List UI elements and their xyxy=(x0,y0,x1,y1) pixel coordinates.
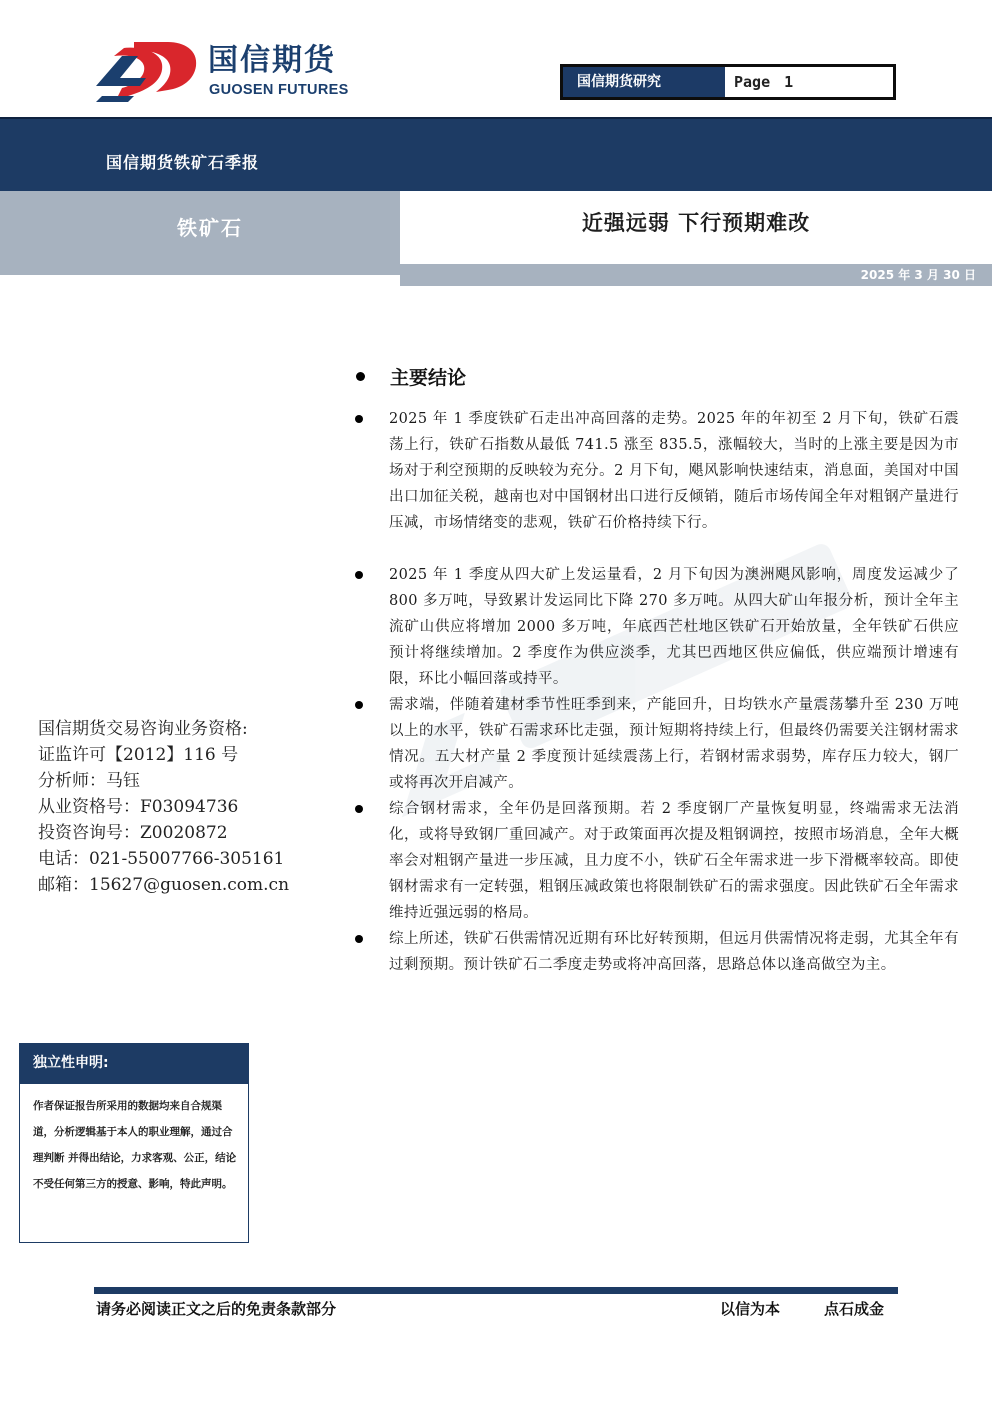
footer-slogan: 点石成金 xyxy=(824,1300,885,1318)
conclusion-paragraph: 综合钢材需求，全年仍是回落预期。若 2 季度钢厂产量恢复明显，终端需求无法消化，或将导致钢厂重回减产。对于政策面再次提及粗钢调控，按照市场消息，全年大概率会对粗钢产量进一步压减，且力度不小，铁矿石全年需求进一步下滑概率较高。即使钢材需求有一定转强，粗钢压减政策也将限制铁矿石的需求强度。因此铁矿石全年需求维持近强远弱的格局。 xyxy=(389,801,959,921)
brand-name-cn: 国信期货 xyxy=(208,43,336,78)
license-number: 证监许可【2012】116 号 xyxy=(38,745,239,765)
bullet-icon xyxy=(355,415,363,423)
phone: 电话：021-55007766-305161 xyxy=(38,849,285,869)
page-label: Page xyxy=(734,73,771,91)
conclusion-paragraph: 综上所述，铁矿石供需情况近期有环比好转预期，但远月供需情况将走弱，尤其全年有过剩预期。预计铁矿石二季度走势或将冲高回落，思路总体以逢高做空为主。 xyxy=(389,931,959,973)
footer-rule xyxy=(94,1287,898,1294)
category-label: 铁矿石 xyxy=(177,216,243,240)
bullet-icon xyxy=(355,935,363,943)
page-number: 1 xyxy=(784,73,794,91)
bullet-icon xyxy=(355,701,363,709)
consult-number: 投资咨询号：Z0020872 xyxy=(38,823,228,843)
cert-number: 从业资格号：F03094736 xyxy=(38,797,239,817)
brand-name-en: GUOSEN FUTURES xyxy=(209,82,349,98)
report-title: 近强远弱 下行预期难改 xyxy=(581,211,811,235)
guosen-logo-icon xyxy=(94,40,200,102)
bullet-icon xyxy=(355,805,363,813)
section-bullet-icon xyxy=(356,372,365,381)
conclusion-paragraph: 需求端，伴随着建材季节性旺季到来，产能回升，日均铁水产量震荡攀升至 230 万吨以上的水平，铁矿石需求环比走强，预计短期将持续上行，但最终仍需要关注钢材需求情况。五大材产量 2 季度预计延续震荡上行，若钢材需求弱势，库存压力较大，钢厂或将再次开启减产。 xyxy=(389,697,959,791)
footer-disclaimer: 请务必阅读正文之后的免责条款部分 xyxy=(96,1300,337,1318)
analyst-name: 分析师：马钰 xyxy=(38,771,140,791)
footer-slogan: 以信为本 xyxy=(720,1300,781,1318)
email: 邮箱：15627@guosen.com.cn xyxy=(38,875,290,895)
qualification: 国信期货交易咨询业务资格: xyxy=(38,719,248,739)
section-title: 主要结论 xyxy=(390,367,467,389)
conclusion-paragraph: 2025 年 1 季度从四大矿上发运量看，2 月下旬因为澳洲飓风影响，周度发运减少了 800 多万吨，导致累计发运同比下降 270 多万吨。从四大矿山年报分析，预计全年主流矿山供应将增加 2000 多万吨，年底西芒杜地区铁矿石开始放量，全年铁矿石供应预计将继续增加。2 季度作为供应淡季，尤其巴西地区供应偏低，供应端预计增速有限，环比小幅回落或持平。 xyxy=(389,567,959,687)
page-indicator xyxy=(734,67,793,97)
research-label: 国信期货研究 xyxy=(563,67,725,97)
bullet-icon xyxy=(355,571,363,579)
independence-text: 作者保证报告所采用的数据均来自合规渠道，分析逻辑基于本人的职业理解，通过合理判断 并得出结论，力求客观、公正，结论不受任何第三方的授意、影响，特此声明。 xyxy=(33,1100,237,1190)
independence-title: 独立性申明: xyxy=(33,1055,109,1071)
report-date: 2025 年 3 月 30 日 xyxy=(860,268,976,282)
series-title: 国信期货铁矿石季报 xyxy=(106,153,260,172)
conclusion-paragraph: 2025 年 1 季度铁矿石走出冲高回落的走势。2025 年的年初至 2 月下旬，铁矿石震荡上行，铁矿石指数从最低 741.5 涨至 835.5，涨幅较大，当时的上涨主要是因为市场对于利空预期的反映较为充分。2 月下旬，飓风影响快速结束，消息面，美国对中国出口加征关税，越南也对中国钢材出口进行反倾销，随后市场传闻全年对粗钢产量进行压减，市场情绪变的悲观，铁矿石价格持续下行。 xyxy=(389,411,959,531)
